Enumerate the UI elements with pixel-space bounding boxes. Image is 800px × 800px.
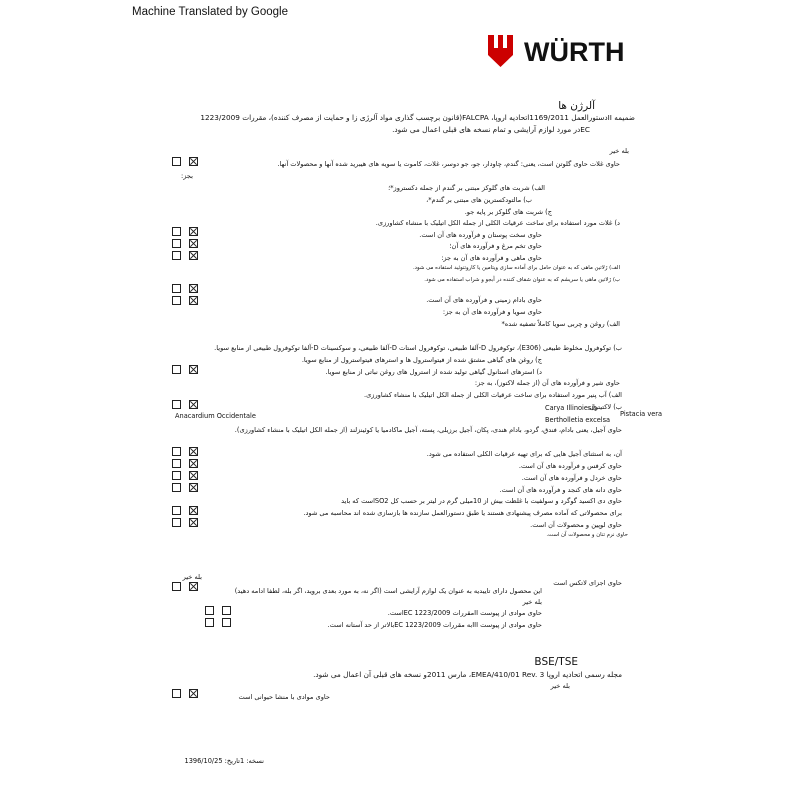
- line-18: حاوی آجیل، یعنی بادام، فندق، گردو، بادام هندی، پکان، آجیل برزیلی، پسته، آجیل ماکادمیا یا کوئینزلند (از جمله الکل اتیلیک با منشاء کشاورزی).: [234, 426, 622, 434]
- line-3: د) غلات مورد استفاده برای ساخت عرقیات الکلی از جمله الکل اتیلیک با منشاء کشاورزی.: [375, 219, 620, 227]
- annex2-line: حاوی موادی از پیوست IIمقررات 1223/2009 ECاست.: [387, 609, 542, 617]
- yes-no-cosmetic: بله خیر: [522, 598, 542, 606]
- gluten-yes-checkbox[interactable]: [172, 157, 181, 166]
- mustard-yes-checkbox[interactable]: [172, 459, 181, 468]
- line-21: حاوی خردل و فرآورده های آن است.: [521, 474, 622, 482]
- bse-intro: مجله رسمی اتحادیه اروپا EMEA/410/01 Rev. 3، مارس 2011و نسخه های قبلی آن اعمال می شود.: [313, 670, 622, 679]
- bse-animal-line: حاوی موادی با منشا حیوانی است: [238, 693, 330, 701]
- milk-no-checkbox[interactable]: [189, 365, 198, 374]
- lupin-no-checkbox[interactable]: [189, 506, 198, 515]
- line-5: حاوی تخم مرغ و فرآورده های آن؛: [449, 242, 542, 250]
- line-13: ج) روغن های گیاهی مشتق شده از فیتواسترول ها و استرهای فیتواسترول از منابع سویا.: [301, 356, 542, 364]
- allergens-intro-2: ECدر مورد لوازم آرایشی و تمام نسخه های قبلی اعمال می شود.: [392, 125, 590, 134]
- document-footer: نسخه: 1تاریخ: 1396/10/25: [184, 757, 264, 765]
- line-2: ج) شربت های گلوکز بر پایه جو.: [464, 208, 552, 216]
- allergens-intro-1: ضمیمه IIدستورالعمل 1169/2011اتحادیه اروپا، FALCPA(قانون برچسب گذاری مواد آلرژی زا و حمایت از مصرف کننده)، مقررات 1223/2009: [200, 113, 635, 122]
- cosmetic-question: این محصول دارای تاییدیه به عنوان یک لوازم آرایشی است (اگر نه، به مورد بعدی بروید، اگر بله، لطفا ادامه دهید): [234, 587, 542, 595]
- crustacean-yes-checkbox[interactable]: [172, 227, 181, 236]
- wurth-logo: [488, 33, 638, 69]
- line-15: حاوی شیر و فرآورده های آن (از جمله لاکتوز)، به جز:: [474, 379, 620, 387]
- nut-latin-1: Anacardium Occidentale: [175, 412, 256, 420]
- sulphite-yes-checkbox[interactable]: [172, 483, 181, 492]
- nuts-no-checkbox[interactable]: [189, 400, 198, 409]
- mollusc-yes-checkbox[interactable]: [172, 518, 181, 527]
- celery-no-checkbox[interactable]: [189, 447, 198, 456]
- line-17: ب) لاکتیتول.: [587, 403, 622, 411]
- line-26: حاوی نرم تنان و محصولات آن است.: [546, 532, 628, 538]
- allergens-title: آلرژن ها: [558, 100, 595, 112]
- celery-yes-checkbox[interactable]: [172, 447, 181, 456]
- line-9: حاوی بادام زمینی و فرآورده های آن است.: [426, 296, 542, 304]
- latex-line: حاوی اجزای لاتکس است: [553, 579, 622, 587]
- line-7: الف) ژلاتین ماهی که به عنوان حامل برای آماده سازی ویتامین یا کاروتنوئید استفاده می شود.: [412, 265, 620, 271]
- yes-no-latex: بله خیر: [182, 573, 202, 581]
- annex2-yes-checkbox[interactable]: [205, 606, 214, 615]
- bse-title: BSE/TSE: [534, 656, 578, 668]
- peanut-yes-checkbox[interactable]: [172, 284, 181, 293]
- line-6: حاوی ماهی و فرآورده های آن به جز:: [441, 254, 542, 262]
- sesame-yes-checkbox[interactable]: [172, 471, 181, 480]
- mustard-no-checkbox[interactable]: [189, 459, 198, 468]
- animal-origin-yes-checkbox[interactable]: [172, 689, 181, 698]
- crustacean-no-checkbox[interactable]: [189, 227, 198, 236]
- machine-translation-banner: Machine Translated by Google: [132, 6, 288, 18]
- line-10: حاوی سویا و فرآورده های آن به جز:: [442, 308, 542, 316]
- sesame-no-checkbox[interactable]: [189, 471, 198, 480]
- line-14: د) استرهای استانول گیاهی تولید شده از استرول های روغن نباتی از منابع سویا.: [325, 368, 542, 376]
- sulphite-no-checkbox[interactable]: [189, 483, 198, 492]
- mollusc-no-checkbox[interactable]: [189, 518, 198, 527]
- nut-latin-3: Bertholletia excelsa: [545, 416, 611, 424]
- line-22: حاوی دانه های کنجد و فرآورده های آن است.: [499, 486, 622, 494]
- milk-yes-checkbox[interactable]: [172, 365, 181, 374]
- line-23: حاوی دی اکسید گوگرد و سولفیت با غلظت بیش از 10میلی گرم در لیتر بر حسب کل SO2است که باید: [341, 497, 622, 505]
- egg-no-checkbox[interactable]: [189, 239, 198, 248]
- line-20: حاوی کرفس و فرآورده های آن است.: [518, 462, 622, 470]
- fish-no-checkbox[interactable]: [189, 251, 198, 260]
- line-19: آن، به استثنای آجیل هایی که برای تهیه عرقیات الکلی استفاده می شود.: [426, 450, 622, 458]
- line-1: ب) مالتودکسترین های مبتنی بر گندم*،: [426, 196, 532, 204]
- latex-no-checkbox[interactable]: [189, 582, 198, 591]
- line-11: الف) روغن و چربی سویا کاملاً تصفیه شده*: [501, 320, 620, 328]
- line-16: الف) آب پنیر مورد استفاده برای ساخت عرقیات الکلی از جمله الکل اتیلیک با منشاء کشاورزی.: [364, 391, 622, 399]
- annex3-yes-checkbox[interactable]: [205, 618, 214, 627]
- gluten-no-checkbox[interactable]: [189, 157, 198, 166]
- egg-yes-checkbox[interactable]: [172, 239, 181, 248]
- line-0: الف) شربت های گلوکز مبتنی بر گندم از جمله دکستروز*؛: [388, 184, 545, 192]
- yes-no-header: بله خیر: [609, 147, 629, 155]
- line-24: برای محصولاتی که آماده مصرف پیشنهادی هستند یا طبق دستورالعمل سازنده ها بازسازی شده اند محاسبه می شود.: [303, 509, 622, 517]
- except-label: بجز:: [181, 172, 193, 180]
- annex2-no-checkbox[interactable]: [222, 606, 231, 615]
- nut-latin-2: Carya Illinoiesis: [545, 404, 597, 412]
- lupin-yes-checkbox[interactable]: [172, 506, 181, 515]
- nut-latin-4: Pistacia vera: [620, 410, 663, 418]
- line-25: حاوی لوپین و محصولات آن است.: [530, 521, 622, 529]
- bse-yes-no: بله خیر: [550, 682, 570, 690]
- soy-yes-checkbox[interactable]: [172, 296, 181, 305]
- peanut-no-checkbox[interactable]: [189, 284, 198, 293]
- nuts-yes-checkbox[interactable]: [172, 400, 181, 409]
- fish-yes-checkbox[interactable]: [172, 251, 181, 260]
- annex3-no-checkbox[interactable]: [222, 618, 231, 627]
- animal-origin-no-checkbox[interactable]: [189, 689, 198, 698]
- wurth-logo-text: WÜRTH: [524, 37, 625, 67]
- soy-no-checkbox[interactable]: [189, 296, 198, 305]
- line-12: ب) توکوفرول مخلوط طبیعی (E306)، توکوفرول D-آلفا طبیعی، توکوفرول استات D-آلفا طبیعی، و سوکسینات D-آلفا توکوفرول طبیعی از منابع سویا.: [214, 344, 622, 352]
- line-4: حاوی سخت پوستان و فرآورده های آن است.: [419, 231, 542, 239]
- gluten-line: حاوی غلات حاوی گلوتن است، یعنی: گندم، چاودار، جو، جو دوسر، غلات، کاموت یا سویه های هیبرید شده آنها و محصولات آنها.: [277, 160, 620, 168]
- line-8: ب) ژلاتین ماهی یا سریشم که به عنوان شفاف کننده در آبجو و شراب استفاده می شود.: [424, 277, 620, 283]
- wurth-logo-mark: [488, 33, 638, 69]
- annex3-line: حاوی موادی از پیوست IIIبه مقررات 1223/2009 ECبالاتر از حد آستانه است.: [327, 621, 542, 629]
- latex-yes-checkbox[interactable]: [172, 582, 181, 591]
